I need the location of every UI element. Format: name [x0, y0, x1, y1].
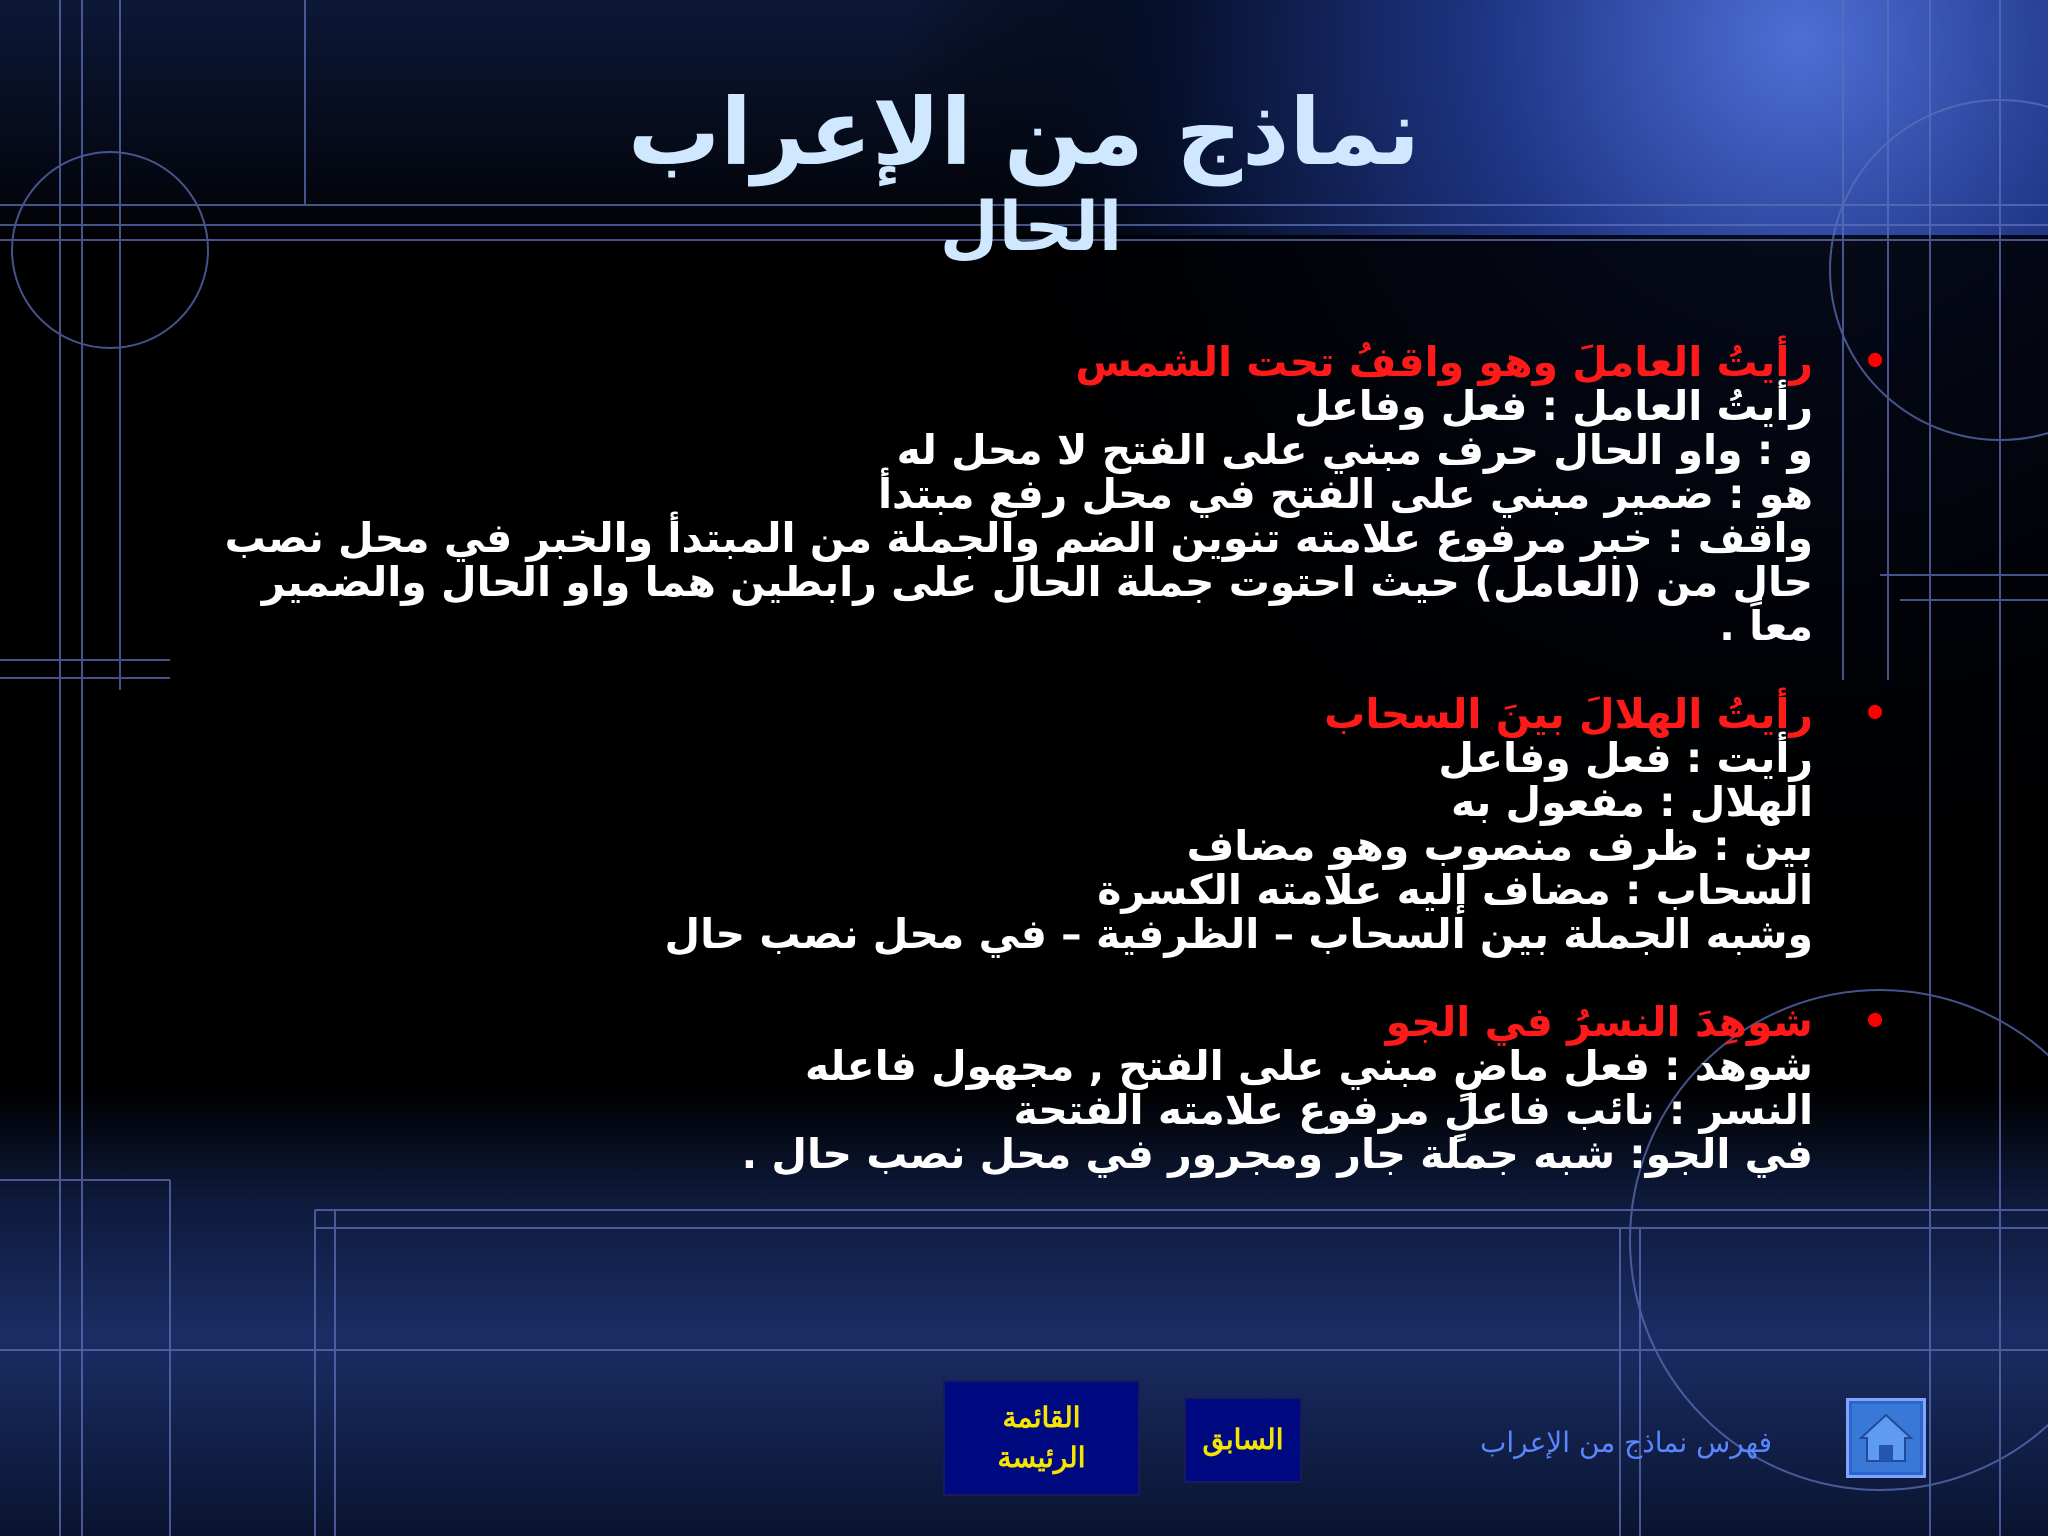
- list-item: [150, 692, 1890, 956]
- bullet-icon: •: [1862, 691, 1888, 737]
- title-main: نماذج من الإعراب: [627, 79, 1421, 186]
- item-line: وشبه الجملة بين السحاب – الظرفية – في محل نصب حال: [664, 910, 1813, 958]
- item-line: بين : ظرف منصوب وهو مضاف: [1186, 822, 1813, 870]
- item-heading: رأيتُ الهلالَ بينَ السحاب: [1324, 690, 1813, 738]
- slide-title: [0, 78, 2048, 268]
- item-line: السحاب : مضاف إليه علامته الكسرة: [1097, 866, 1813, 914]
- main-menu-label-line2: الرئيسة: [997, 1442, 1086, 1473]
- index-link[interactable]: فهرس نماذج من الإعراب: [1480, 1426, 1773, 1459]
- list-item: [150, 340, 1890, 648]
- item-line: حال من (العامل) حيث احتوت جملة الحال على رابطين هما واو الحال والضمير: [261, 558, 1813, 606]
- item-heading: رأيتُ العاملَ وهو واقفُ تحت الشمس: [1075, 338, 1813, 386]
- list-item: [150, 1000, 1890, 1176]
- item-heading: شوهِدَ النسرُ في الجو: [1385, 998, 1813, 1046]
- previous-button[interactable]: [1184, 1397, 1302, 1483]
- bullet-icon: •: [1862, 999, 1888, 1045]
- item-line: معاً .: [1719, 602, 1813, 650]
- previous-label: السابق: [1202, 1424, 1284, 1455]
- content-list: [150, 340, 1890, 1220]
- item-line: رأيتُ العامل : فعل وفاعل: [1294, 382, 1813, 430]
- item-line: رأيت : فعل وفاعل: [1438, 734, 1813, 782]
- item-line: هو : ضمير مبني على الفتح في محل رفع مبتدأ: [877, 470, 1813, 518]
- item-line: شوهد : فعل ماضٍ مبني على الفتح , مجهول فاعله: [804, 1042, 1813, 1090]
- main-menu-button[interactable]: [943, 1380, 1140, 1496]
- item-line: و : واو الحال حرف مبني على الفتح لا محل له: [896, 426, 1813, 474]
- item-line: واقف : خبر مرفوع علامته تنوين الضم والجملة من المبتدأ والخبر في محل نصب: [224, 514, 1813, 562]
- main-menu-label-line1: القائمة: [1002, 1402, 1081, 1433]
- item-line: الهلال : مفعول به: [1450, 778, 1813, 826]
- home-icon: [1849, 1401, 1923, 1475]
- title-subtitle: الحال: [939, 188, 1123, 267]
- item-line: النسر : نائب فاعلٍ مرفوع علامته الفتحة: [1013, 1086, 1813, 1134]
- bullet-icon: •: [1862, 339, 1888, 385]
- home-button[interactable]: [1846, 1398, 1926, 1478]
- item-line: في الجو: شبه جملة جار ومجرور في محل نصب حال .: [741, 1130, 1813, 1178]
